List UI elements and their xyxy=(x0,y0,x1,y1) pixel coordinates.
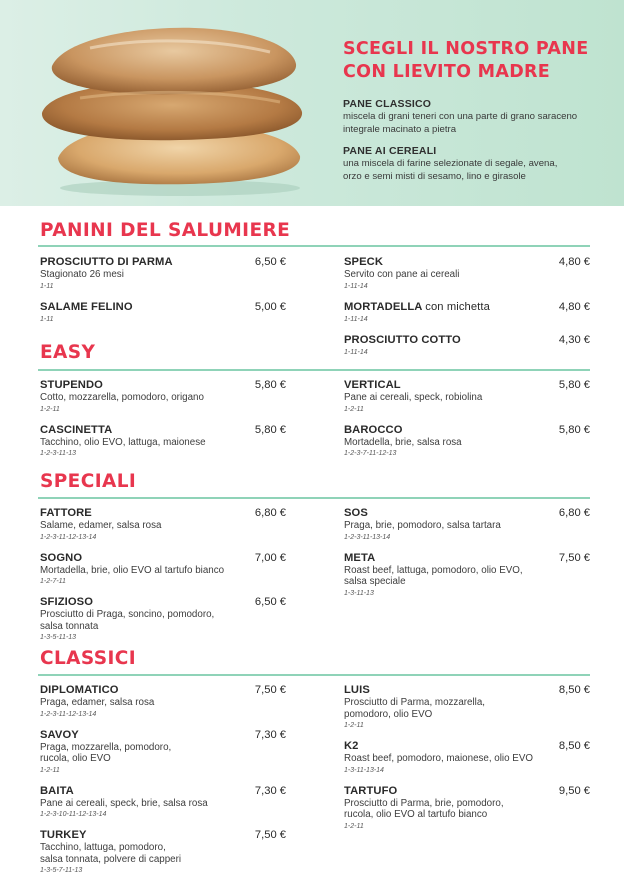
section-title: CLASSICI xyxy=(40,648,137,669)
item-desc-line: Roast beef, lattuga, pomodoro, olio EVO, xyxy=(344,564,523,576)
section-classici xyxy=(0,648,624,874)
item-price: 4,30 € xyxy=(558,333,590,346)
menu-item xyxy=(40,829,286,877)
menu-item xyxy=(40,596,286,644)
item-name xyxy=(344,301,590,314)
item-name: SOS xyxy=(344,507,368,519)
item-allergens: 1-2-3-11-12-13-14 xyxy=(40,533,97,541)
item-name: PROSCIUTTO DI PARMA xyxy=(40,256,173,268)
item-name: PROSCIUTTO COTTO xyxy=(344,333,461,346)
item-allergens: 1-2-3-11-13 xyxy=(40,450,77,457)
item-name: TARTUFO xyxy=(344,784,398,797)
item-desc xyxy=(40,842,250,865)
item-desc-line: Prosciutto di Parma, mozzarella, xyxy=(344,697,486,708)
item-desc: Stagionato 26 mesi xyxy=(40,269,124,280)
section-title: SPECIALI xyxy=(40,471,137,492)
menu-item xyxy=(40,379,286,416)
item-price: 5,80 € xyxy=(558,423,590,436)
item-name: VERTICAL xyxy=(344,379,401,391)
bread-desc-line: orzo e semi misti di sesamo, lino e girasole xyxy=(343,170,526,182)
item-desc-line: rucola, olio EVO al tartufo bianco xyxy=(344,809,488,820)
item-desc-line: Prosciutto di Praga, soncino, pomodoro, xyxy=(40,609,215,620)
item-name: CASCINETTA xyxy=(40,423,113,436)
menu-item xyxy=(40,684,286,721)
item-desc: Tacchino, olio EVO, lattuga, maionese xyxy=(40,436,206,448)
item-allergens: 1-3-11-13 xyxy=(344,589,374,597)
item-allergens: 1-11 xyxy=(40,315,54,323)
item-desc: Praga, brie, pomodoro, salsa tartara xyxy=(344,520,501,531)
item-desc: Servito con pane ai cereali xyxy=(344,269,460,280)
item-allergens: 1-11-14 xyxy=(344,348,368,356)
bread-desc-line: una miscela di farine selezionate di segale, avena, xyxy=(343,158,558,169)
hero-title xyxy=(343,38,613,84)
item-desc-line: Praga, mozzarella, pomodoro, xyxy=(40,741,172,753)
item-desc-line: pomodoro, olio EVO xyxy=(344,708,433,720)
bread-desc xyxy=(343,111,613,136)
item-price: 4,80 € xyxy=(558,300,590,313)
item-allergens: 1-11-14 xyxy=(344,282,368,290)
item-name: SPECK xyxy=(344,256,384,268)
menu-column-left xyxy=(40,256,286,334)
menu-item xyxy=(344,507,590,544)
item-price: 8,50 € xyxy=(558,684,590,696)
item-desc: Pane ai cereali, speck, brie, salsa rosa xyxy=(40,797,208,809)
menu-item xyxy=(40,552,286,589)
item-name: SFIZIOSO xyxy=(40,596,94,608)
item-price: 5,80 € xyxy=(558,379,590,391)
section-divider xyxy=(38,497,590,499)
item-desc-line: salsa speciale xyxy=(344,576,406,587)
item-allergens: 1-2-7-11 xyxy=(40,578,66,585)
item-desc-line: salsa tonnata xyxy=(40,620,99,632)
item-price: 5,00 € xyxy=(254,300,286,313)
item-price: 6,80 € xyxy=(558,507,590,519)
menu-item xyxy=(344,785,590,833)
item-name: META xyxy=(344,551,376,564)
item-desc xyxy=(344,697,554,720)
hero-text xyxy=(343,38,613,183)
menu-column-right xyxy=(344,379,590,468)
section-title: PANINI DEL SALUMIERE xyxy=(40,220,291,241)
section-title: EASY xyxy=(40,342,96,363)
item-allergens: 1-2-11 xyxy=(344,822,364,830)
menu-item xyxy=(40,301,286,326)
item-name-main: MORTADELLA xyxy=(344,300,423,313)
item-price: 7,50 € xyxy=(558,551,590,564)
bread-desc-line: integrale macinato a pietra xyxy=(343,123,457,135)
item-name: SALAME FELINO xyxy=(40,300,133,313)
hero-title-line2: CON LIEVITO MADRE xyxy=(343,62,551,82)
menu-item xyxy=(344,684,590,732)
item-price: 7,30 € xyxy=(254,728,286,741)
section-divider xyxy=(38,674,590,676)
menu-item xyxy=(40,785,286,822)
item-allergens: 1-3-5-11-13 xyxy=(40,634,77,641)
item-name: K2 xyxy=(344,740,359,752)
menu-item xyxy=(344,301,590,326)
stacked-bread-icon xyxy=(30,18,320,198)
item-price: 7,50 € xyxy=(254,829,286,841)
section-easy xyxy=(0,342,624,462)
item-name: SAVOY xyxy=(40,728,79,741)
menu-column-left xyxy=(40,379,286,468)
item-allergens: 1-2-11 xyxy=(40,405,60,413)
bread-item-cereali xyxy=(343,145,613,183)
item-price: 6,50 € xyxy=(254,596,286,608)
menu-column-right xyxy=(344,684,590,841)
bread-desc-line: miscela di grani teneri con una parte di grano saraceno xyxy=(343,111,578,122)
item-desc-line: Prosciutto di Parma, brie, pomodoro, xyxy=(344,797,504,809)
item-price: 4,80 € xyxy=(558,256,590,268)
item-allergens: 1-2-11 xyxy=(344,722,364,729)
menu-column-right xyxy=(344,507,590,608)
item-allergens: 1-2-11 xyxy=(344,405,364,413)
item-allergens: 1-11-14 xyxy=(344,315,368,323)
section-speciali xyxy=(0,471,624,641)
item-price: 6,50 € xyxy=(254,256,286,268)
bread-name: PANE CLASSICO xyxy=(343,98,432,110)
item-allergens: 1-2-3-11-12-13-14 xyxy=(40,710,97,718)
menu-item xyxy=(344,256,590,293)
bread-item-classico xyxy=(343,98,613,136)
item-name: TURKEY xyxy=(40,829,87,841)
menu-column-left xyxy=(40,507,286,652)
item-desc: Pane ai cereali, speck, robiolina xyxy=(344,392,483,403)
item-desc xyxy=(40,609,250,632)
item-price: 5,80 € xyxy=(254,379,286,391)
section-divider xyxy=(38,369,590,371)
item-price: 7,30 € xyxy=(254,784,286,797)
item-name: FATTORE xyxy=(40,507,92,519)
menu-item xyxy=(344,424,590,461)
item-name: BAITA xyxy=(40,784,74,797)
item-desc xyxy=(40,742,250,765)
item-allergens: 1-3-5-7-11-13 xyxy=(40,867,83,874)
item-desc: Mortadella, brie, salsa rosa xyxy=(344,436,462,448)
item-desc-line: rucola, olio EVO xyxy=(40,753,111,764)
item-name: STUPENDO xyxy=(40,379,103,391)
item-allergens: 1-3-11-13-14 xyxy=(344,766,384,774)
hero-title-line1: SCEGLI IL NOSTRO PANE xyxy=(343,39,589,59)
item-allergens: 1-2-11 xyxy=(40,766,60,774)
item-desc: Cotto, mozzarella, pomodoro, origano xyxy=(40,392,204,403)
item-name-suffix: con michetta xyxy=(425,300,490,313)
item-name: DIPLOMATICO xyxy=(40,684,119,696)
item-allergens: 1-2-3-11-13-14 xyxy=(344,533,391,541)
item-price: 7,50 € xyxy=(254,684,286,696)
hero-banner xyxy=(0,0,624,206)
item-price: 8,50 € xyxy=(558,740,590,752)
bread-desc xyxy=(343,158,613,183)
item-desc-line: Tacchino, lattuga, pomodoro, xyxy=(40,842,166,853)
item-price: 5,80 € xyxy=(254,423,286,436)
menu-column-left xyxy=(40,684,286,878)
bread-name: PANE AI CEREALI xyxy=(343,145,437,157)
menu-item xyxy=(40,729,286,777)
section-divider xyxy=(38,245,590,247)
menu-item xyxy=(344,379,590,416)
menu-item xyxy=(344,552,590,600)
item-price: 9,50 € xyxy=(558,784,590,797)
item-name: LUIS xyxy=(344,684,370,696)
menu-item xyxy=(40,507,286,544)
item-name: BAROCCO xyxy=(344,423,403,436)
menu-item xyxy=(40,424,286,461)
item-allergens: 1-2-3-7-11-12-13 xyxy=(344,450,397,457)
item-desc: Roast beef, pomodoro, maionese, olio EVO xyxy=(344,753,533,764)
item-desc xyxy=(344,565,554,588)
item-desc-line: salsa tonnata, polvere di capperi xyxy=(40,853,182,865)
item-name: SOGNO xyxy=(40,551,83,564)
item-desc xyxy=(344,798,554,821)
item-allergens: 1-11 xyxy=(40,282,54,290)
item-price: 7,00 € xyxy=(254,551,286,564)
menu-item xyxy=(344,740,590,777)
item-allergens: 1-2-3-10-11-12-13-14 xyxy=(40,811,107,818)
item-desc: Mortadella, brie, olio EVO al tartufo bianco xyxy=(40,564,225,576)
item-price: 6,80 € xyxy=(254,507,286,519)
menu-item xyxy=(40,256,286,293)
item-desc: Salame, edamer, salsa rosa xyxy=(40,520,162,531)
item-desc: Praga, edamer, salsa rosa xyxy=(40,697,155,708)
